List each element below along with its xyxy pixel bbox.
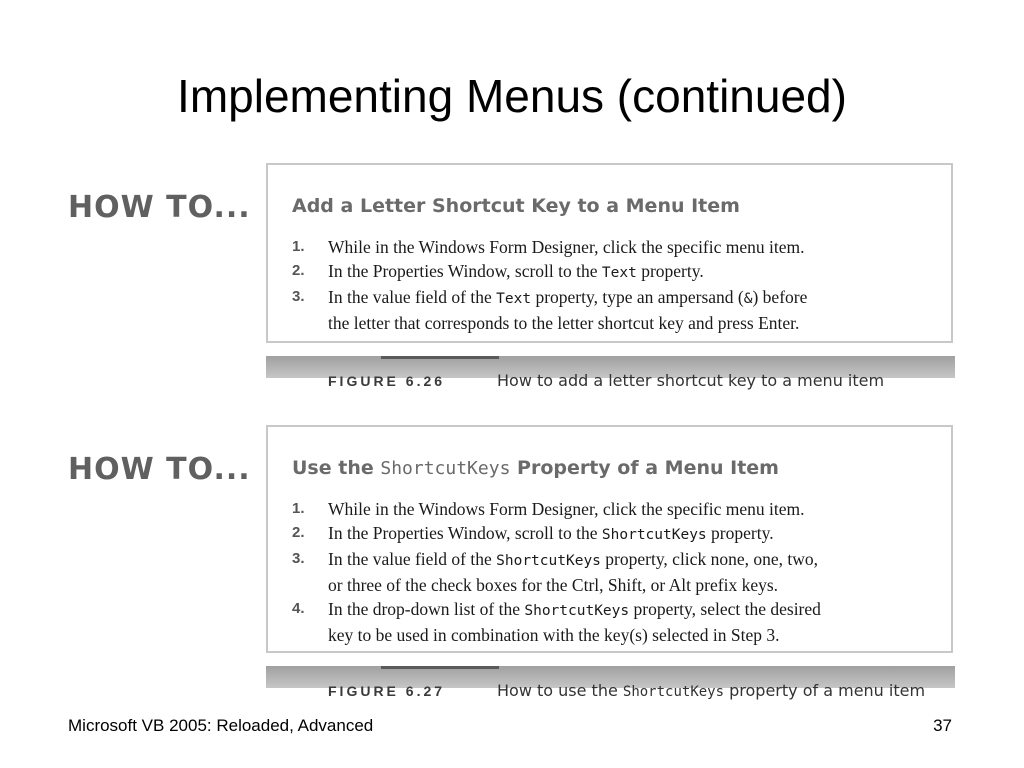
- code-text: ShortcutKeys: [380, 458, 511, 479]
- step-text: the letter that corresponds to the letter shortcut key and press Enter.: [328, 313, 800, 333]
- caption-text: How to use the: [497, 681, 623, 700]
- list-item: [292, 597, 821, 647]
- box-title-text: Use the: [292, 457, 381, 479]
- figure-caption-2: [497, 681, 925, 700]
- code-text: ShortcutKeys: [601, 527, 707, 543]
- step-text: property, type an ampersand (: [531, 287, 744, 307]
- how-to-heading-1: HOW TO...: [68, 190, 251, 225]
- list-item: [292, 547, 821, 597]
- step-text: property, click none, one, two,: [600, 549, 818, 569]
- code-text: &: [743, 291, 753, 307]
- caption-text: property of a menu item: [724, 681, 926, 700]
- code-text: Text: [601, 265, 637, 281]
- step-text: In the value field of the: [328, 549, 497, 569]
- list-item: [292, 235, 807, 259]
- footer-page-number: 37: [933, 716, 952, 735]
- step-text: While in the Windows Form Designer, click the specific menu item.: [328, 237, 805, 257]
- box-title-text: Property of a Menu Item: [510, 457, 779, 479]
- step-number: 2.: [292, 524, 305, 541]
- step-number: 2.: [292, 262, 305, 279]
- step-text: In the Properties Window, scroll to the: [328, 261, 602, 281]
- code-text: ShortcutKeys: [622, 684, 725, 700]
- step-text: key to be used in combination with the key(s) selected in Step 3.: [328, 625, 780, 645]
- step-text: property, select the desired: [629, 599, 821, 619]
- step-number: 3.: [292, 550, 305, 567]
- figure-label-1: FIGURE 6.26: [328, 373, 446, 389]
- footer-course-title: Microsoft VB 2005: Reloaded, Advanced: [68, 716, 374, 735]
- step-text: property.: [706, 523, 774, 543]
- steps-list-1: [292, 235, 807, 335]
- step-text: ) before: [752, 287, 808, 307]
- how-to-box-1: [266, 163, 953, 343]
- figure-label-2: FIGURE 6.27: [328, 683, 446, 699]
- steps-list-2: [292, 497, 821, 647]
- bar-accent: [381, 666, 499, 669]
- code-text: ShortcutKeys: [524, 603, 630, 619]
- code-text: Text: [496, 291, 532, 307]
- step-number: 4.: [292, 600, 305, 617]
- step-number: 1.: [292, 500, 305, 517]
- how-to-box-2: [266, 425, 953, 653]
- box-title-1: Add a Letter Shortcut Key to a Menu Item: [292, 195, 740, 217]
- list-item: [292, 285, 807, 335]
- slide-title: Implementing Menus (continued): [177, 70, 847, 122]
- box-title-2: [292, 457, 779, 479]
- code-text: ShortcutKeys: [496, 553, 601, 569]
- step-text: In the drop-down list of the: [328, 599, 525, 619]
- list-item: [292, 521, 821, 547]
- how-to-heading-2: HOW TO...: [68, 452, 251, 487]
- step-text: While in the Windows Form Designer, click the specific menu item.: [328, 499, 805, 519]
- step-text: In the value field of the: [328, 287, 497, 307]
- bar-accent: [381, 356, 499, 359]
- step-text: In the Properties Window, scroll to the: [328, 523, 602, 543]
- step-text: or three of the check boxes for the Ctrl, Shift, or Alt prefix keys.: [328, 575, 779, 595]
- list-item: [292, 259, 807, 285]
- list-item: [292, 497, 821, 521]
- step-number: 3.: [292, 288, 305, 305]
- step-number: 1.: [292, 238, 305, 255]
- figure-caption-1: How to add a letter shortcut key to a menu item: [497, 371, 885, 390]
- step-text: property.: [636, 261, 704, 281]
